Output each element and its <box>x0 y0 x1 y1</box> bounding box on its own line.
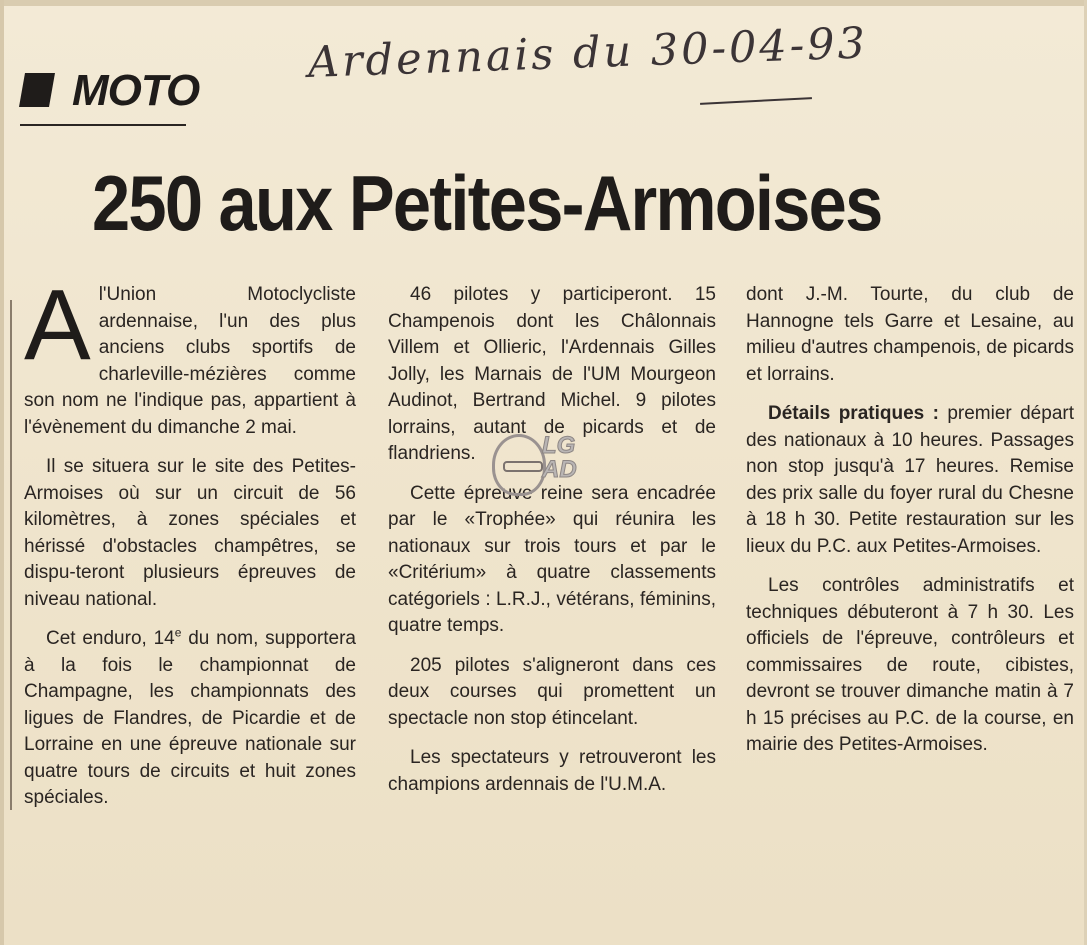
section-rubric <box>20 64 200 124</box>
column1-paragraph-3-start: Cet enduro, 14 <box>46 628 175 649</box>
column2-paragraph-4: Les spectateurs y retrouveront les champions ardennais de l'U.M.A. <box>388 747 716 795</box>
column2-paragraph-2: Cette épreuve reine sera encadrée par le «Trophée» qui réunira les nationaux sur trois tours et par le «Critérium» à quatre classements catégoriels : L.R.J., vétérans, féminins, quatre temps. <box>388 482 716 636</box>
watermark-glasses-icon <box>503 461 543 472</box>
column2-paragraph-3: 205 pilotes s'aligneront dans ces deux courses qui promettent un spectacle non stop étincelant. <box>388 654 716 729</box>
column3-paragraph-1: dont J.-M. Tourte, du club de Hannogne tels Garre et Lesaine, au milieu d'autres champenois, de picards et lorrains. <box>746 284 1074 385</box>
rubric-rule <box>20 124 186 126</box>
watermark-face-icon <box>492 434 546 496</box>
handwritten-underline <box>700 97 812 105</box>
handwritten-note <box>307 18 988 140</box>
rubric-square-icon <box>19 73 55 107</box>
column2-paragraph-1: 46 pilotes y participeront. 15 Champenois dont les Châlonnais Villem et Ollieric, l'Ardennais Gilles Jolly, les Marnais de l'UM Mourgeon Audinot, Bertrand Michel. 9 pilotes lorrains, autant de picards et de flandriens. <box>388 284 716 464</box>
practical-details-text: premier départ des nationaux à 10 heures. Passages non stop jusqu'à 17 heures. Remise des prix salle du foyer rural du Chesne à 18 h 30. Petite restauration sur les lieux du P.C. aux Petites-Armoises. <box>746 403 1074 557</box>
scanner-watermark <box>490 432 598 494</box>
article-column-3 <box>746 282 1074 759</box>
margin-mark <box>10 300 12 810</box>
column1-paragraph-1-text: l'Union Motoclycliste ardennaise, l'un des plus anciens clubs sportifs de charleville-mézières comme son nom ne l'indique pas, appartient à l'évènement du dimanche 2 mai. <box>24 284 356 438</box>
practical-details-label: Détails pratiques : <box>768 403 939 424</box>
paper-top-edge <box>0 0 1087 6</box>
column1-paragraph-3 <box>24 626 356 812</box>
paper-left-edge <box>0 0 4 945</box>
article-column-2 <box>388 282 716 798</box>
article-headline: 250 aux Petites-Armoises <box>92 159 882 247</box>
column1-paragraph-1 <box>24 269 356 441</box>
column3-paragraph-2 <box>746 401 1074 560</box>
watermark-text: LG AD <box>542 432 577 483</box>
handwritten-note-text: Ardennais du 30-04-93 <box>307 18 869 88</box>
column1-paragraph-3-rest: du nom, supportera à la fois le championnat de Champagne, les championnats des ligues de Flandres, de Picardie et de Lorraine en une épreuve nationale sur quatre tours de circuits et huit zones spéciales. <box>24 628 357 808</box>
column1-paragraph-2: Il se situera sur le site des Petites-Armoises où sur un circuit de 56 kilomètres, à zones spéciales et hérissé d'obstacles champêtres, se dispu-teront plusieurs épreuves de niveau national. <box>24 456 356 610</box>
article-column-1 <box>24 269 357 812</box>
column3-paragraph-3: Les contrôles administratifs et techniques débuteront à 7 h 30. Les officiels de l'épreuve, contrôleurs et commissaires de route, cibistes, devront se trouver dimanche matin à 7 h 15 précises au P.C. de la course, en mairie des Petites-Armoises. <box>746 575 1074 755</box>
ordinal-superscript: e <box>174 625 182 640</box>
dropcap-letter: A <box>24 269 91 381</box>
rubric-label: MOTO <box>72 66 200 115</box>
